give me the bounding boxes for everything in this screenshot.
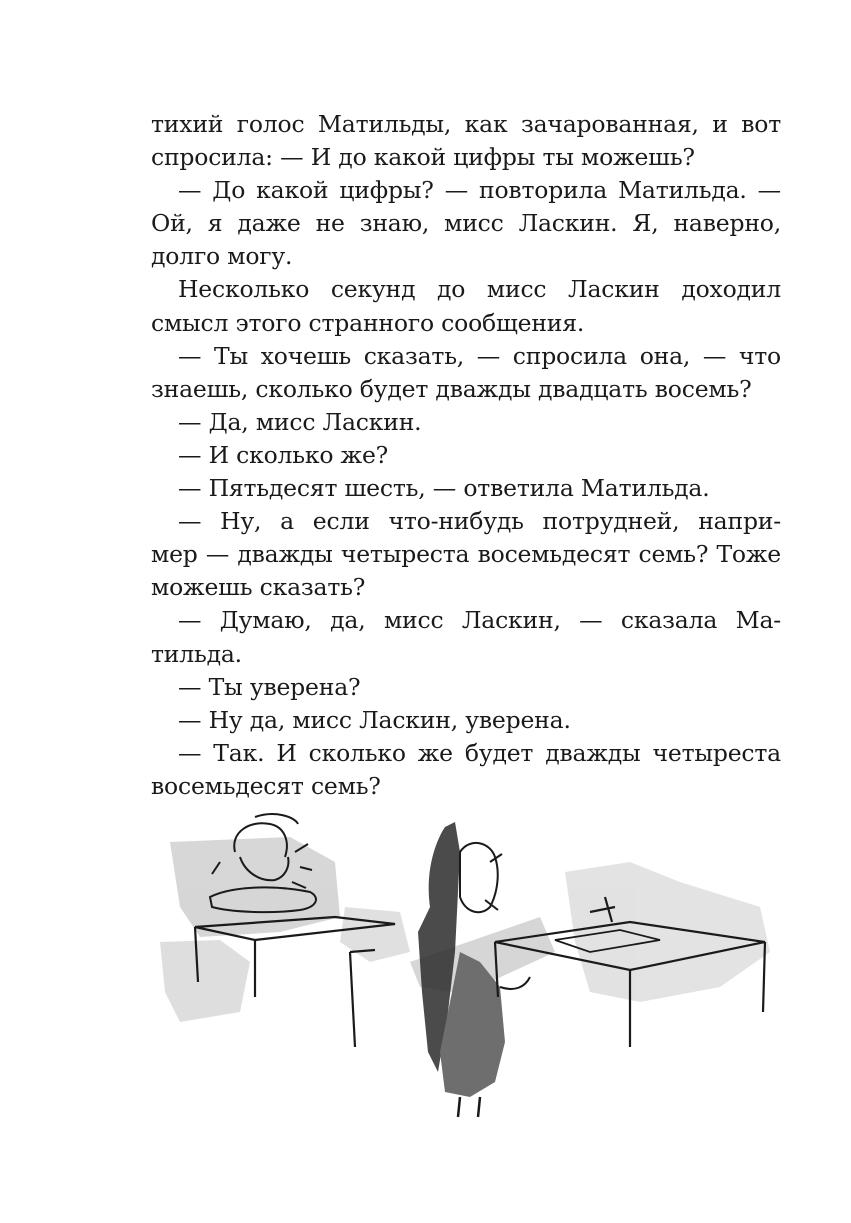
text-line: — Пятьдесят шесть, — ответила Матильда.: [178, 474, 710, 503]
text-line: восемьдесят семь?: [151, 771, 381, 800]
page-text: [151, 108, 781, 803]
text-line: можешь сказать?: [151, 573, 366, 602]
text-line: тильда.: [151, 639, 242, 668]
text-line: — Так. И сколько же будет дважды четыреста: [178, 738, 781, 767]
text-line: — Думаю, да, мисс Ласкин, — сказала Ма-: [178, 606, 781, 635]
text-line: — До какой цифры? — повторила Матильда. —: [178, 176, 781, 205]
text-line: — Да, мисс Ласкин.: [178, 407, 422, 436]
text-line: смысл этого странного сообщения.: [151, 308, 585, 337]
text-line: знаешь, сколько будет дважды двадцать восемь?: [151, 374, 752, 403]
text-line: — Ты уверена?: [178, 672, 361, 701]
text-line: — И сколько же?: [178, 440, 389, 469]
text-line: — Ну, а если что-нибудь потрудней, напри-: [178, 507, 781, 536]
text-line: спросила: — И до какой цифры ты можешь?: [151, 143, 695, 172]
text-line: долго могу.: [151, 242, 293, 271]
classroom-illustration: [160, 812, 780, 1122]
text-line: — Ну да, мисс Ласкин, уверена.: [178, 705, 571, 734]
text-line: мер — дважды четыреста восемьдесят семь? Тоже: [151, 540, 781, 569]
text-line: — Ты хочешь сказать, — спросила она, — что: [178, 341, 781, 370]
text-line: Несколько секунд до мисс Ласкин доходил: [178, 275, 781, 304]
text-line: тихий голос Матильды, как зачарованная, и вот: [151, 110, 781, 138]
text-line: Ой, я даже не знаю, мисс Ласкин. Я, наверно,: [151, 209, 781, 238]
